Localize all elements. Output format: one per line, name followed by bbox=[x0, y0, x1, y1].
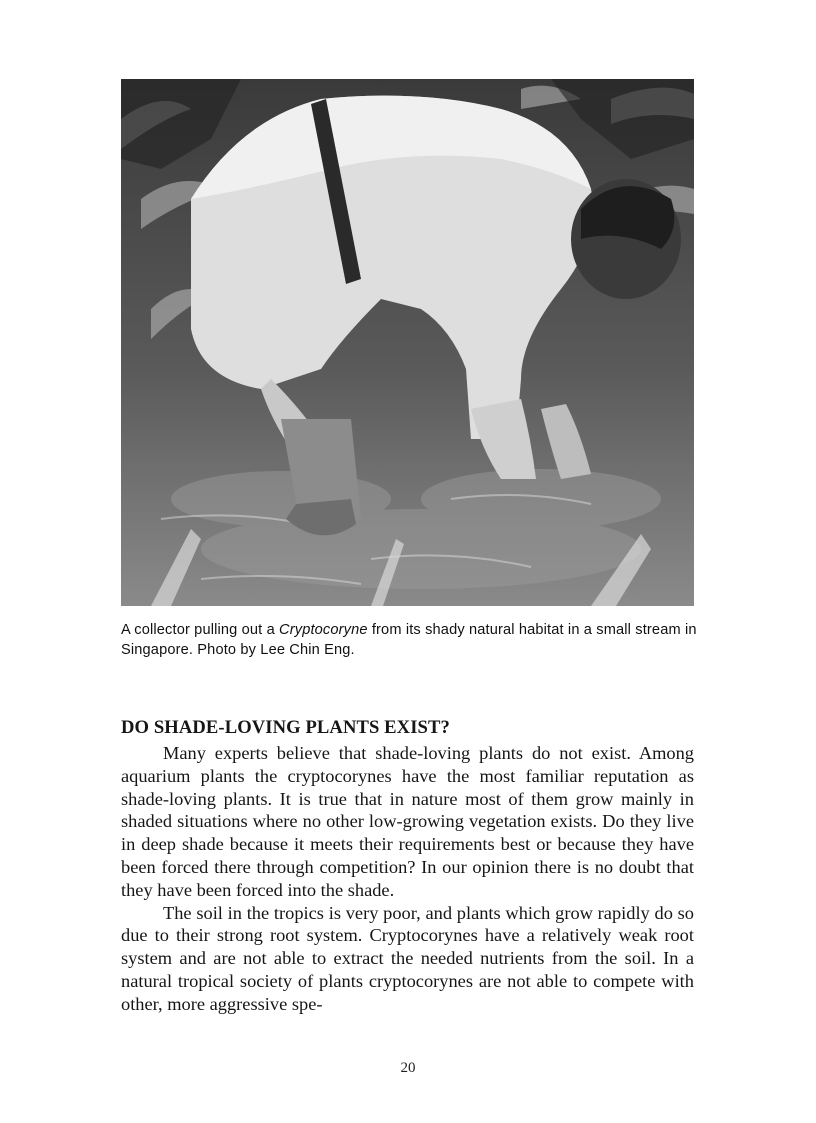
caption-text-end: from its shady natural habitat in a small stream in Singapore. Photo by Lee Chin Eng. bbox=[121, 622, 697, 658]
paragraph-1: Many experts believe that shade-loving plants do not exist. Among aquarium plants the cryptocorynes have the most familiar reputation as shade-loving plants. It is true that in nature most of them grow mainly in shaded situations where no other low-growing vegetation exists. Do they live in deep shade because it meets their requirements best or because they have been forced there through competition? In our opinion there is no doubt that they have been forced into the shade. bbox=[121, 743, 694, 900]
body-text bbox=[121, 742, 694, 1016]
caption-species-name: Cryptocoryne bbox=[279, 622, 368, 638]
section-heading: DO SHADE-LOVING PLANTS EXIST? bbox=[121, 717, 450, 738]
collector-photo bbox=[121, 79, 694, 606]
page-number: 20 bbox=[400, 1060, 416, 1076]
caption-text-start: A collector pulling out a bbox=[121, 622, 280, 638]
figure-caption bbox=[121, 620, 697, 660]
paragraph-2: The soil in the tropics is very poor, and plants which grow rapidly do so due to their strong root system. Cryptocorynes have a relatively weak root system and are not able to extract the needed nutrients from the soil. In a natural tropical society of plants cryptocorynes are not able to compete with other, more aggressive spe- bbox=[121, 902, 694, 1014]
